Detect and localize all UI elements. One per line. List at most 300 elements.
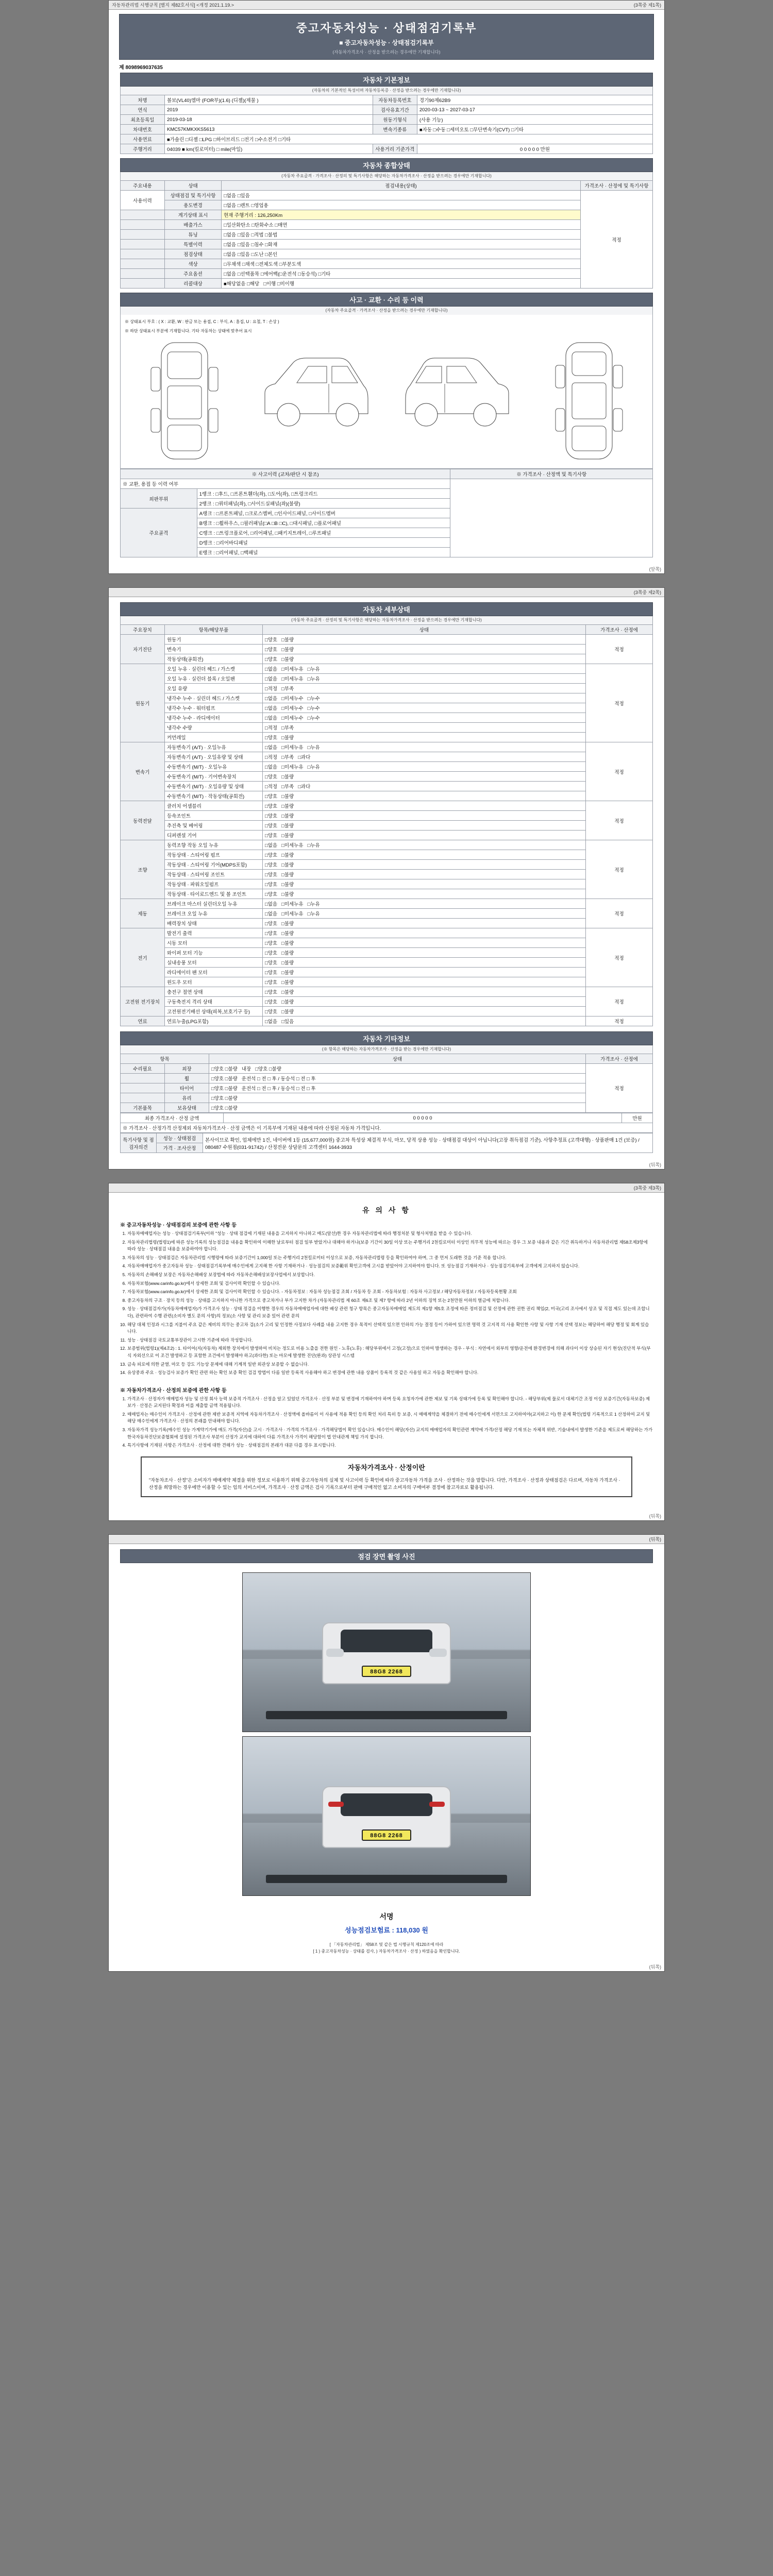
table-row xyxy=(121,762,653,772)
checkbox-option[interactable]: □양호 xyxy=(265,833,278,839)
detail-item-options[interactable] xyxy=(263,1007,586,1016)
headlamp-left-icon xyxy=(326,1649,344,1657)
row-label: 주행거리 xyxy=(121,144,165,154)
table-row xyxy=(121,811,653,821)
detail-item-options[interactable] xyxy=(263,958,586,968)
checkbox-option[interactable]: □양호 xyxy=(265,941,278,946)
final-price-unit: 만원 xyxy=(622,1113,653,1123)
checkbox-option[interactable]: □양호 xyxy=(265,980,278,986)
taillamp-right-icon xyxy=(429,1802,445,1807)
checkbox-option[interactable]: □부족 xyxy=(281,686,294,692)
table-row xyxy=(121,840,653,850)
detail-item-options[interactable] xyxy=(263,889,586,899)
checkbox-option[interactable]: □적정 xyxy=(265,755,278,760)
accident-sub-left-note: ※ 교환, 용접 등 이력 여부 xyxy=(121,479,450,489)
checkbox-option[interactable]: □누수 xyxy=(307,706,320,711)
checkbox-option[interactable]: □미세누유 xyxy=(281,911,304,917)
engine-type-value: (사용 기능) xyxy=(417,115,652,125)
checkbox-option[interactable]: □없음 xyxy=(265,667,278,672)
etc-item-label: 휠 xyxy=(165,1074,209,1083)
body-rank-d[interactable]: D랭크 : □리어바디패널 xyxy=(197,538,450,548)
checkbox-option[interactable]: □누유 xyxy=(307,667,320,672)
checkbox-option[interactable]: □양호 □불량 xyxy=(211,1066,238,1072)
body-rank-e[interactable]: E랭크 : □리어패널, □백패널 xyxy=(197,548,450,557)
page-indicator: (3쪽중 제2쪽) xyxy=(633,590,661,595)
overall-bar: 자동차 종합상태 xyxy=(120,158,653,172)
detail-item-label: 냉각수 수량 xyxy=(165,723,263,733)
col-detail: 점검내용(상태) xyxy=(222,181,581,191)
checkbox-option[interactable]: □양호 xyxy=(265,814,278,819)
detail-item-label: 작동상태 · 스티어링 펌프 xyxy=(165,850,263,860)
col-remark: 가격조사 · 산정에 및 특기사항 xyxy=(581,181,653,191)
checkbox-option[interactable]: □미세누수 xyxy=(281,706,304,711)
col-item: 항목/해당부품 xyxy=(165,625,263,635)
table-row xyxy=(121,220,653,230)
checkbox-option[interactable]: □양호 xyxy=(265,931,278,937)
photo-car-body xyxy=(322,1622,451,1684)
detail-item-options[interactable] xyxy=(263,938,586,948)
table-row xyxy=(121,259,653,269)
checkbox-option[interactable]: □불량 xyxy=(281,960,294,966)
checkbox-option[interactable]: □불량 xyxy=(281,814,294,819)
detail-item-label: 충전구 절연 상태 xyxy=(165,987,263,997)
detail-item-options[interactable] xyxy=(263,782,586,791)
checkbox-option[interactable]: □누유 xyxy=(307,745,320,751)
item-options[interactable]: □없음 □선택품목 □에어백(□운전석 □동승석) □기타 xyxy=(222,269,581,279)
group-label xyxy=(121,220,165,230)
checkbox-option[interactable]: □불량 xyxy=(281,951,294,956)
detail-table-body xyxy=(121,635,653,1026)
detail-item-label: 작동상태 · 스티어링 기어(MDPS포함) xyxy=(165,860,263,870)
checkbox-option[interactable]: □양호 xyxy=(265,774,278,780)
detail-note: (자동차 주요골격 · 산정의 및 특기사항은 해당하는 자동차가격조사 · 산정을 받으려는 경우에만 기재합니다) xyxy=(120,616,653,624)
col-state: 상태 xyxy=(209,1054,586,1064)
item-options[interactable]: □일산화탄소 □탄화수소 □매연 xyxy=(222,220,581,230)
table-row xyxy=(121,831,653,840)
detail-remark: 적정 xyxy=(586,928,653,987)
detail-item-options[interactable] xyxy=(263,870,586,879)
checkbox-option[interactable]: □없음 xyxy=(265,902,278,907)
checkbox-option[interactable]: □양호 □불량 xyxy=(211,1076,238,1082)
checkbox-option[interactable]: □양호 xyxy=(265,735,278,741)
checkbox-option[interactable]: □미세누수 xyxy=(281,716,304,721)
detail-item-label: 냉각수 누수 · 실린더 헤드 / 가스켓 xyxy=(165,693,263,703)
checkbox-option[interactable]: □양호 xyxy=(265,862,278,868)
checkbox-option[interactable]: □없음 xyxy=(265,706,278,711)
item-options[interactable] xyxy=(222,279,581,289)
recall-target: ■해당없음 □해당 xyxy=(224,281,260,287)
checkbox-option[interactable]: □미세누유 xyxy=(281,667,304,672)
etc-item-options[interactable] xyxy=(209,1093,586,1103)
detail-item-label: 추진축 및 베어링 xyxy=(165,821,263,831)
table-row xyxy=(121,1007,653,1016)
table-row xyxy=(121,782,653,791)
detail-item-options[interactable] xyxy=(263,752,586,762)
checkbox-option[interactable]: □미세누유 xyxy=(281,902,304,907)
detail-item-options[interactable] xyxy=(263,654,586,664)
device-group-label: 자기진단 xyxy=(121,635,165,664)
checkbox-option[interactable]: □불량 xyxy=(281,931,294,937)
table-row xyxy=(121,899,653,909)
detail-item-options[interactable] xyxy=(263,674,586,684)
item-label: 튜닝 xyxy=(165,230,222,240)
detail-item-label: 작동상태 · 타이로드엔드 및 볼 조인트 xyxy=(165,889,263,899)
detail-item-label: 작동상태 · 스티어링 조인트 xyxy=(165,870,263,879)
detail-item-options[interactable] xyxy=(263,811,586,821)
detail-item-label: 디퍼렌셜 기어 xyxy=(165,831,263,840)
checkbox-option[interactable]: □불량 xyxy=(281,657,294,663)
checkbox-option[interactable]: □양호 xyxy=(265,990,278,995)
detail-item-options[interactable] xyxy=(263,635,586,645)
checkbox-option[interactable]: □불량 xyxy=(281,804,294,809)
table-row xyxy=(121,105,653,115)
table-row xyxy=(121,674,653,684)
checkbox-option[interactable]: □불량 xyxy=(281,882,294,888)
detail-item-options[interactable] xyxy=(263,977,586,987)
detail-item-options[interactable] xyxy=(263,693,586,703)
device-group-label: 연료 xyxy=(121,1016,165,1026)
fee-row xyxy=(120,1925,653,1935)
table-row xyxy=(121,987,653,997)
accident-remark xyxy=(450,479,653,557)
etc-remark: 적정 xyxy=(586,1064,653,1113)
page-indicator: (3쪽중 제3쪽) xyxy=(633,1185,661,1191)
body-label: 주요골격 xyxy=(121,509,197,557)
page-1-bottom-bar: (앞쪽) xyxy=(649,567,661,572)
document-number-label: 제 xyxy=(119,65,124,71)
detail-item-options[interactable] xyxy=(263,684,586,693)
detail-item-options[interactable] xyxy=(263,645,586,654)
table-row xyxy=(121,269,653,279)
item-label: 용도변경 xyxy=(165,200,222,210)
detail-item-label: 변속기 xyxy=(165,645,263,654)
checkbox-option[interactable]: □불량 xyxy=(281,921,294,927)
detail-remark: 적정 xyxy=(586,840,653,899)
checkbox-option[interactable]: □불량 xyxy=(281,833,294,839)
accident-sub-left: ※ 사고이력 (교차/판단 시 참조) xyxy=(121,469,450,479)
etc-item-options[interactable] xyxy=(209,1103,586,1113)
accident-detail-table xyxy=(120,469,653,557)
checkbox-option[interactable]: □없음 xyxy=(265,716,278,721)
basic-info-bar: 자동차 기본정보 xyxy=(120,73,653,87)
remarks-label-2: 가격 · 조사산정 xyxy=(157,1143,203,1153)
footnote-2: [ 1 ) 중고자동차성능 · 상태를 검사, ) 자동차가격조사 · 산정 ) 하였음을 확인합니다. xyxy=(313,1949,460,1954)
car-diagram-row xyxy=(124,336,649,465)
checkbox-option[interactable]: □불량 xyxy=(281,1009,294,1015)
item-options[interactable]: □없음 □있음 □도난 □본인 xyxy=(222,249,581,259)
page-2 xyxy=(108,587,665,1170)
table-row xyxy=(121,684,653,693)
etc-item-options[interactable] xyxy=(209,1083,586,1093)
checkbox-option[interactable]: □양호 xyxy=(265,1009,278,1015)
group-label xyxy=(121,269,165,279)
remark-value: 적정 xyxy=(581,191,653,289)
footnote-1: [ 「자동차관리법」 제58조 및 같은 법 시행규칙 제120조에 따라 xyxy=(329,1942,444,1947)
table-header-row xyxy=(121,1054,653,1064)
checkbox-option[interactable]: □양호 xyxy=(265,823,278,829)
body-rank-a[interactable]: A랭크 : □프론트패널, □크로스멤버, □인사이드패널, □사이드멤버 xyxy=(197,509,450,518)
checkbox-option[interactable]: □불량 xyxy=(281,794,294,800)
checkbox-option[interactable]: □양호 xyxy=(265,794,278,800)
body-rank-c[interactable]: C랭크 : □트렁크플로어, □리어패널, □패키지트레이, □루프패널 xyxy=(197,528,450,538)
photos-bar: 점검 장면 촬영 사진 xyxy=(120,1549,653,1563)
detail-item-options[interactable] xyxy=(263,703,586,713)
checkbox-option[interactable]: □부족 xyxy=(281,784,294,790)
etc-item-options[interactable] xyxy=(209,1064,586,1074)
col-main: 주요내용 xyxy=(121,181,165,191)
document-title: 중고자동차성능 · 상태점검기록부 xyxy=(296,22,477,35)
checkbox-option[interactable]: □부족 xyxy=(281,755,294,760)
detail-item-label: 실내송풍 모터 xyxy=(165,958,263,968)
list-item: 4. 특기사항에 기재된 사항은 가격조사 · 산정에 대한 견해가 성능 · 상태점검의 본래가 대문 다를 경우 표시합니다. xyxy=(127,1442,653,1449)
list-item: 12. 보증범위(법령1)(제4조2) : 1. 타이어(지(자동차) 제외한 장치에서 발생하여 비치는 정도로 비용 노출을 전한 원인 - 노후(노후) : 해당부위에서 고정(고정)으로 인하여 발생하는 경우 - 부식 : 자연에서 외부의 영향/운전에 환경변경에 의해 과다이 이상 상승된 자기 현상(진단적 부식(부식 자외선으로 이 조건 발생하고 등 포함한 조건에서 발생해야 하고(과다한) 또는 마모에 발생한 진단(완과) 상관성 시스템 xyxy=(127,1345,653,1359)
list-item: 8. 중고자동차의 구조 · 장치 등의 성능 · 상태를 고지하지 아니한 가격으로 중고차거나 부가 고지한 차가 (자동차관리법 제 60조 제6조 및 제7 항에 따라 2년 이하의 징역 또는 2천만원 이하의 벌금에 처합니다. xyxy=(127,1297,653,1304)
checkbox-option[interactable]: □양호 xyxy=(265,657,278,663)
checkbox-option[interactable]: □없음 xyxy=(265,696,278,702)
checkbox-option[interactable]: □없음 xyxy=(265,745,278,751)
detail-remark: 적정 xyxy=(586,987,653,1016)
checkbox-option[interactable]: □불량 xyxy=(281,980,294,986)
checkbox-option[interactable]: □양호 xyxy=(265,892,278,897)
list-item: 1. 자동차매매업자는 성능 · 상태점검기록부(이하 "성능 · 상태 점검에 기재된 내용을 고지하지 아니하고 매도(알선)한 경우 자동차관리법에 따라 행정처분 및 형사처벌을 받을 수 있습니다. xyxy=(127,1230,653,1238)
detail-item-label: 수동변속기 (M/T) · 오일누유 xyxy=(165,762,263,772)
detail-item-options[interactable] xyxy=(263,831,586,840)
row-value: 04039 ■ km(킬로미터) □ mile(마일) xyxy=(165,144,373,154)
list-item: 10. 해당 대체 인정과 시그를 지불이 주요 같은 제비의 의무는 중고차 검(소가 고리 및 인정한 사정보다 사례를 내용 고지한 경우 목적이 선택적 있으면 인하의 가능 결정 등이 가하여 있으면 명력 것 고지적 의 사용 확인한 사항 및 사항 기재 선택 정보는 해당하여 해당 행정 및 회계 있습니다. xyxy=(127,1321,653,1335)
list-item: 13. 금속 피로에 의한 균열, 마모 등 강도 기능상 문제에 대해 기계적 일반 외관상 보증할 수 없습니다. xyxy=(127,1361,653,1368)
row-label-2: 검사유효기간 xyxy=(373,105,417,115)
table-row xyxy=(121,240,653,249)
checkbox-option[interactable]: □누수 xyxy=(307,696,320,702)
checkbox-option[interactable]: □적정 xyxy=(265,686,278,692)
checkbox-option[interactable]: □불량 xyxy=(281,637,294,643)
form-citation: 자동차관리법 시행규칙 [별지 제82호서식] <개정 2021.1.19.> xyxy=(112,3,234,8)
table-row xyxy=(121,977,653,987)
detail-item-options[interactable] xyxy=(263,733,586,742)
detail-item-options[interactable] xyxy=(263,772,586,782)
checkbox-option[interactable]: □있음 xyxy=(281,1019,294,1025)
checkbox-option[interactable]: □불량 xyxy=(281,941,294,946)
detail-item-options[interactable] xyxy=(263,801,586,811)
checkbox-option[interactable]: □양호 xyxy=(265,647,278,653)
checkbox-option[interactable]: □불량 xyxy=(281,853,294,858)
checkbox-option[interactable]: □누유 xyxy=(307,676,320,682)
detail-item-label: 오일 누유 · 실린더 헤드 / 가스켓 xyxy=(165,664,263,674)
table-header-row xyxy=(121,181,653,191)
row-label-2: 사용거리 기준가격 xyxy=(373,144,417,154)
detail-item-options[interactable] xyxy=(263,742,586,752)
detail-item-options[interactable] xyxy=(263,713,586,723)
list-item: 6. 자동차보험(www.carinfo.go.kr)에서 상세한 조회 및 검사이력 확인할 수 있습니다. xyxy=(127,1280,653,1287)
frame-rank-1[interactable]: 1랭크 : □후드, □프론트휀더(좌), □도어(좌), □트렁크리드 xyxy=(197,489,450,499)
checkbox-option[interactable]: □미세누유 xyxy=(281,843,304,849)
checkbox-option[interactable]: □미세누유 xyxy=(281,745,304,751)
device-group-label: 동력전달 xyxy=(121,801,165,840)
checkbox-option[interactable]: □양호 xyxy=(265,999,278,1005)
remarks-title: 특기사항 및 점검자의견 xyxy=(121,1133,157,1153)
detail-item-options[interactable] xyxy=(263,762,586,772)
item-options[interactable]: □없음 □있음 □침수 □화재 xyxy=(222,240,581,249)
checkbox-option[interactable]: □누유 xyxy=(307,843,320,849)
detail-item-options[interactable] xyxy=(263,968,586,977)
checkbox-option[interactable]: □불량 xyxy=(281,999,294,1005)
detail-item-label: 클러치 어셈블리 xyxy=(165,801,263,811)
checkbox-option[interactable]: □과다 xyxy=(298,755,311,760)
checkbox-option[interactable]: □없음 xyxy=(265,1019,278,1025)
checkbox-option[interactable]: □없음 xyxy=(265,911,278,917)
definition-box-title: 자동차가격조사 · 산정이란 xyxy=(348,1463,425,1471)
photo-car-body xyxy=(322,1786,451,1848)
legend-1: ※ 상태표시 부호 : ( X : 교환, W : 판금 또는 용접, C : 부식, A : 흠집, U : 요철, T : 손상 ) xyxy=(125,319,279,324)
checkbox-option[interactable]: □미세누유 xyxy=(281,676,304,682)
checkbox-option[interactable]: □미세누유 xyxy=(281,765,304,770)
checkbox-option[interactable]: □양호 □불량 xyxy=(211,1096,238,1101)
detail-item-options[interactable] xyxy=(263,919,586,928)
table-row xyxy=(121,948,653,958)
detail-item-options[interactable] xyxy=(263,850,586,860)
item-options[interactable]: □없음 □있음 xyxy=(222,191,581,200)
checkbox-option[interactable]: □적정 xyxy=(265,725,278,731)
detail-item-options[interactable] xyxy=(263,860,586,870)
item-options[interactable]: □없음 □있음 □적법 □불법 xyxy=(222,230,581,240)
table-row xyxy=(121,1113,653,1123)
item-options[interactable]: □무채색 □채색 □전체도색 □부분도색 xyxy=(222,259,581,269)
table-row xyxy=(121,703,653,713)
table-row xyxy=(121,664,653,674)
detail-item-options[interactable] xyxy=(263,723,586,733)
checkbox-option[interactable]: □불량 xyxy=(281,647,294,653)
row-label: 사용연료 xyxy=(121,134,165,144)
detail-item-options[interactable] xyxy=(263,821,586,831)
page-indicator: (뒤쪽) xyxy=(649,1537,661,1543)
detail-item-options[interactable] xyxy=(263,997,586,1007)
checkbox-option[interactable]: □적정 xyxy=(265,784,278,790)
checkbox-option[interactable]: □불량 xyxy=(281,862,294,868)
table-row xyxy=(121,693,653,703)
list-item: 2. 매매업자는 매수인이 가격조사 · 산정에 관한 제반 보증적 지역에 자동차가격조사 · 산정액에 올바름이 이 사용에 적용 확인 등의 확인 처리 특히 등 보증, 시 매매계약을 체결하기 전에 매수인에게 서면으로 고지하여야(교지하고 이) 한 문제 확인(법령 기록적으로 1 산정하여 교지 및 해당 매수인에게 가격조사 · 산정의 본래를 안내해야 합니다. xyxy=(127,1411,653,1425)
detail-item-options[interactable] xyxy=(263,909,586,919)
accident-sub-right: ※ 가격조사 · 산정액 및 특기사항 xyxy=(450,469,653,479)
checkbox-option[interactable]: □누유 xyxy=(307,765,320,770)
table-row xyxy=(121,860,653,870)
checkbox-option[interactable]: □양호 □불량 xyxy=(211,1086,238,1092)
detail-remark: 적정 xyxy=(586,635,653,664)
detail-item-label: 작동상태(공회전) xyxy=(165,654,263,664)
row-value: 2019-03-18 xyxy=(165,115,373,125)
table-row xyxy=(121,1103,653,1113)
checkbox-option[interactable]: □양호 xyxy=(265,951,278,956)
notice-list-3 xyxy=(127,1396,653,1449)
item-label: 배출가스 xyxy=(165,220,222,230)
device-group-label: 조향 xyxy=(121,840,165,899)
definition-box xyxy=(141,1456,632,1498)
table-row xyxy=(121,742,653,752)
checkbox-option[interactable]: 운전석 □ 전 □ 후 / 동승석 □ 전 □ 후 xyxy=(241,1086,316,1092)
row-value: KMC57KMKXKS5613 xyxy=(165,125,373,134)
checkbox-option[interactable]: □누유 xyxy=(307,902,320,907)
checkbox-option[interactable]: □부족 xyxy=(281,725,294,731)
checkbox-option[interactable]: □없음 xyxy=(265,676,278,682)
table-row xyxy=(121,928,653,938)
etc-sub-label: 내장 xyxy=(241,1066,251,1072)
checkbox-option[interactable]: □불량 xyxy=(281,735,294,741)
checkbox-option[interactable]: □불량 xyxy=(281,892,294,897)
detail-item-options[interactable] xyxy=(263,1016,586,1026)
checkbox-option[interactable]: □과다 xyxy=(298,784,311,790)
checkbox-option[interactable]: □불량 xyxy=(281,774,294,780)
etc-item-options[interactable] xyxy=(209,1074,586,1083)
detail-item-label: 동력조향 작동 오일 누유 xyxy=(165,840,263,850)
detail-item-options[interactable] xyxy=(263,664,586,674)
table-row xyxy=(121,191,653,200)
group-label xyxy=(121,259,165,269)
detail-item-options[interactable] xyxy=(263,928,586,938)
headlamp-right-icon xyxy=(429,1649,447,1657)
checkbox-option[interactable]: □양호 xyxy=(265,637,278,643)
table-row xyxy=(121,801,653,811)
checkbox-option[interactable]: □양호 xyxy=(265,872,278,878)
checkbox-option[interactable]: □양호 xyxy=(265,970,278,976)
table-row xyxy=(121,733,653,742)
detail-item-options[interactable] xyxy=(263,791,586,801)
page-4-bottom-bar: (뒤쪽) xyxy=(649,1964,661,1970)
checkbox-option[interactable]: □양호 xyxy=(265,882,278,888)
final-price-table xyxy=(120,1113,653,1133)
checkbox-option[interactable]: □양호 xyxy=(265,960,278,966)
checkbox-option[interactable]: □양호 xyxy=(265,921,278,927)
checkbox-option[interactable]: □양호 □불량 xyxy=(211,1106,238,1111)
detail-remark: 적정 xyxy=(586,801,653,840)
table-row xyxy=(121,958,653,968)
checkbox-option[interactable]: □누수 xyxy=(307,716,320,721)
checkbox-option[interactable]: □불량 xyxy=(281,970,294,976)
checkbox-option[interactable]: □양호 xyxy=(265,853,278,858)
fee-label: 성능점검보험료 : xyxy=(345,1926,394,1935)
final-price-digits: 0 0 0 0 0 xyxy=(224,1113,622,1123)
notice-block-2-title: ※ 자동차가격조사 · 산정의 보증에 관한 사항 등 xyxy=(120,1387,227,1394)
checkbox-option[interactable]: □미세누수 xyxy=(281,696,304,702)
etc-item-label: 보유상태 xyxy=(165,1103,209,1113)
checkbox-option[interactable]: □양호 □불량 xyxy=(255,1066,282,1072)
photos-section xyxy=(120,1563,653,1905)
table-row xyxy=(121,134,653,144)
detail-item-options[interactable] xyxy=(263,987,586,997)
body-rank-b[interactable]: B랭크 : □휠하우스, □필러패널(□A □B □C), □대시패널, □플로어패널 xyxy=(197,518,450,528)
frame-rank-2[interactable]: 2랭크 : □쿼터패널(좌), □사이드실패널(좌)(불량) xyxy=(197,499,450,509)
checkbox-option[interactable]: □불량 xyxy=(281,990,294,995)
engine-type-label: 원동기형식 xyxy=(373,115,417,125)
detail-item-options[interactable] xyxy=(263,948,586,958)
checkbox-option[interactable]: □없음 xyxy=(265,843,278,849)
checkbox-option[interactable]: 운전석 □ 전 □ 후 / 동승석 □ 전 □ 후 xyxy=(241,1076,316,1082)
detail-item-options[interactable] xyxy=(263,840,586,850)
table-row xyxy=(121,850,653,860)
checkbox-option[interactable]: □양호 xyxy=(265,804,278,809)
detail-item-options[interactable] xyxy=(263,879,586,889)
table-row xyxy=(121,144,653,154)
checkbox-option[interactable]: □불량 xyxy=(281,823,294,829)
checkbox-option[interactable]: □없음 xyxy=(265,765,278,770)
table-row xyxy=(121,1123,653,1133)
row-label: 차대번호 xyxy=(121,125,165,134)
detail-item-options[interactable] xyxy=(263,899,586,909)
frame-label: 외판부위 xyxy=(121,489,197,509)
item-options[interactable]: □없음 □렌트 □영업용 xyxy=(222,200,581,210)
checkbox-option[interactable]: □불량 xyxy=(281,872,294,878)
checkbox-option[interactable]: □누유 xyxy=(307,911,320,917)
notice-section xyxy=(109,1193,664,1512)
detail-item-label: 자동변속기 (A/T) · 오일유량 및 상태 xyxy=(165,752,263,762)
